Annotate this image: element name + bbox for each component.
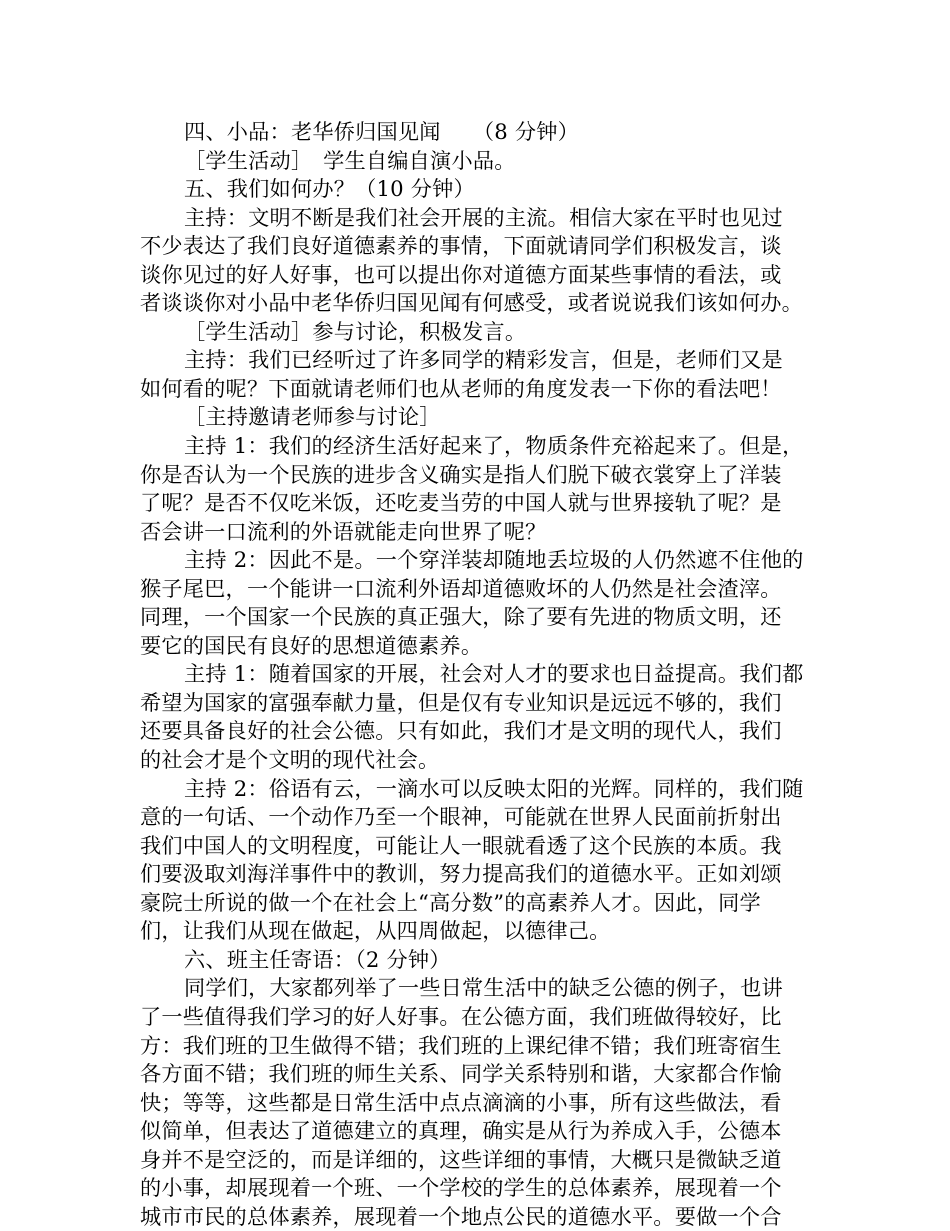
text-line: 希望为国家的富强奉献力量，但是仅有专业知识是远远不够的，我们 <box>140 689 782 715</box>
text-line: 谈你见过的好人好事，也可以提出你对道德方面某些事情的看法，或 <box>140 261 782 287</box>
text-line: 的小事，却展现着一个班、一个学校的学生的总体素养，展现着一个 <box>140 1175 782 1201</box>
text-line: 四、小品：老华侨归国见闻 （8 分钟） <box>184 119 579 144</box>
text-line: 似简单，但表达了道德建立的真理，确实是从行为养成入手，公德本 <box>140 1118 782 1144</box>
text-line: 主持：我们已经听过了许多同学的精彩发言，但是，老师们又是 <box>184 347 783 373</box>
text-line: 意的一句话、一个动作乃至一个眼神，可能就在世界人民面前折射出 <box>140 804 782 830</box>
text-line: 同理，一个国家一个民族的真正强大，除了要有先进的物质文明，还 <box>140 604 782 630</box>
text-line: 身并不是空泛的，而是详细的，这些详细的事情，大概只是微缺乏道 <box>140 1146 782 1172</box>
text-line: 猴子尾巴，一个能讲一口流利外语却道德败坏的人仍然是社会渣滓。 <box>140 575 782 601</box>
text-line: 如何看的呢？下面就请老师们也从老师的角度发表一下你的看法吧！ <box>140 375 782 401</box>
text-line: 否会讲一口流利的外语就能走向世界了呢？ <box>140 518 547 544</box>
text-line: 豪院士所说的做一个在社会上“高分数”的高素养人才。因此，同学 <box>140 889 761 915</box>
text-line: ［学生活动］参与讨论，积极发言。 <box>184 318 527 344</box>
text-line: 方：我们班的卫生做得不错；我们班的上课纪律不错；我们班寄宿生 <box>140 1032 782 1058</box>
text-line: 五、我们如何办？（10 分钟） <box>184 176 475 202</box>
text-line: 快；等等，这些都是日常生活中点点滴滴的小事，所有这些做法，看 <box>140 1089 782 1115</box>
text-line: 们要汲取刘海洋事件中的教训，努力提高我们的道德水平。正如刘颂 <box>140 861 782 887</box>
text-line: ［主持邀请老师参与讨论］ <box>184 404 441 430</box>
text-line: 我们中国人的文明程度，可能让人一眼就看透了这个民族的本质。我 <box>140 832 782 858</box>
text-line: 同学们，大家都列举了一些日常生活中的缺乏公德的例子，也讲 <box>184 975 783 1001</box>
text-line: 不少表达了我们良好道德素养的事情，下面就请同学们积极发言，谈 <box>140 233 782 259</box>
text-line: 主持：文明不断是我们社会开展的主流。相信大家在平时也见过 <box>184 204 783 230</box>
text-line: 主持 1：我们的经济生活好起来了，物质条件充裕起来了。但是， <box>184 433 804 459</box>
text-line: 主持 2：因此不是。一个穿洋装却随地丢垃圾的人仍然遮不住他的 <box>184 547 804 573</box>
text-line: 要它的国民有良好的思想道德素养。 <box>140 632 483 658</box>
text-line: 们，让我们从现在做起，从四周做起，以德律己。 <box>140 918 611 944</box>
document-page <box>140 118 812 1231</box>
text-line: 了一些值得我们学习的好人好事。在公德方面，我们班做得较好，比 <box>140 1003 782 1029</box>
text-line: 主持 1：随着国家的开展，社会对人才的要求也日益提高。我们都 <box>184 661 804 687</box>
text-line: 城市市民的总体素养，展现着一个地点公民的道德水平。要做一个合 <box>140 1203 782 1229</box>
text-line: 六、班主任寄语：（2 分钟） <box>184 946 451 972</box>
text-line: ［学生活动］ 学生自编自演小品。 <box>184 147 516 173</box>
text-line: 的社会才是个文明的现代社会。 <box>140 747 440 773</box>
text-line: 者谈谈你对小品中老华侨归国见闻有何感受，或者说说我们该如何办。 <box>140 290 804 316</box>
text-line: 还要具备良好的社会公德。只有如此，我们才是文明的现代人，我们 <box>140 718 782 744</box>
text-line: 主持 2：俗语有云，一滴水可以反映太阳的光辉。同样的，我们随 <box>184 775 804 801</box>
text-line: 你是否认为一个民族的进步含义确实是指人们脱下破衣裳穿上了洋装 <box>140 461 782 487</box>
text-line: 各方面不错；我们班的师生关系、同学关系特别和谐，大家都合作愉 <box>140 1061 782 1087</box>
text-line: 了呢？是否不仅吃米饭，还吃麦当劳的中国人就与世界接轨了呢？是 <box>140 490 782 516</box>
